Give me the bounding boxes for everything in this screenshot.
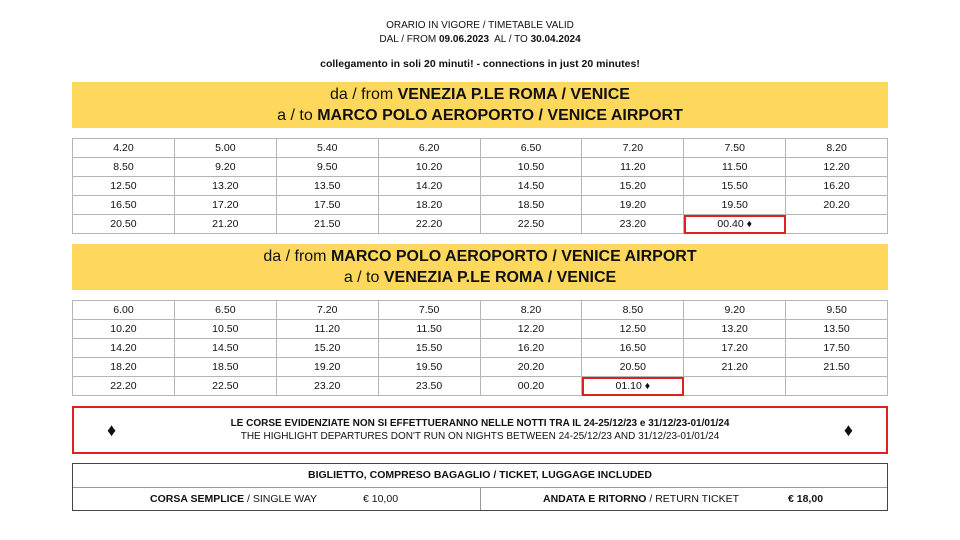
departure-time-cell: 9.20 — [684, 301, 786, 320]
departure-time-cell: 10.20 — [378, 158, 480, 177]
departure-time-cell: 21.50 — [276, 215, 378, 234]
departure-time-cell: 18.50 — [480, 196, 582, 215]
departure-time-cell: 20.20 — [786, 196, 888, 215]
departure-time-cell: 00.40 ♦ — [684, 215, 786, 234]
departure-time-cell: 23.20 — [582, 215, 684, 234]
departure-time-cell: 5.00 — [174, 139, 276, 158]
departure-time-cell: 16.50 — [73, 196, 175, 215]
validity-block — [0, 19, 960, 47]
route1-to-line — [72, 105, 888, 126]
departure-time-cell: 16.20 — [480, 339, 582, 358]
departure-time-cell: 8.20 — [786, 139, 888, 158]
route1-header — [72, 82, 888, 128]
validity-line: ORARIO IN VIGORE / TIMETABLE VALID — [386, 20, 574, 31]
departure-time-cell: 12.50 — [582, 320, 684, 339]
departure-time-cell: 16.50 — [582, 339, 684, 358]
to-prefix: AL / TO — [494, 34, 528, 45]
departure-time-cell: 15.20 — [582, 177, 684, 196]
ticket-heading: BIGLIETTO, COMPRESO BAGAGLIO / TICKET, LUGGAGE INCLUDED — [73, 464, 887, 488]
departure-time-cell: 9.20 — [174, 158, 276, 177]
route1-from-place: VENEZIA P.LE ROMA / VENICE — [397, 86, 630, 103]
departure-time-cell: 6.20 — [378, 139, 480, 158]
departure-time-cell: 6.00 — [73, 301, 175, 320]
departure-time-cell: 11.20 — [582, 158, 684, 177]
departure-time-cell: 18.50 — [174, 358, 276, 377]
departure-time-cell: 15.50 — [378, 339, 480, 358]
departure-time-cell: 17.20 — [684, 339, 786, 358]
from-date: 09.06.2023 — [438, 34, 490, 45]
route2-header — [72, 244, 888, 290]
route1-timetable — [72, 138, 888, 234]
departure-time-cell: 21.20 — [684, 358, 786, 377]
departure-time-cell: 19.50 — [378, 358, 480, 377]
table-row — [73, 377, 888, 396]
departure-time-cell: 19.20 — [582, 196, 684, 215]
departure-time-cell: 18.20 — [73, 358, 175, 377]
return-ticket-it: ANDATA E RITORNO — [543, 493, 647, 505]
single-ticket — [73, 488, 481, 510]
departure-time-cell: 11.50 — [684, 158, 786, 177]
departure-time-cell: 22.20 — [73, 377, 175, 396]
departure-time-cell: 18.20 — [378, 196, 480, 215]
departure-time-cell: 20.50 — [73, 215, 175, 234]
validity-dates — [0, 33, 960, 47]
table-row — [73, 139, 888, 158]
notice-text — [74, 417, 886, 443]
departure-time-cell: 7.20 — [276, 301, 378, 320]
single-ticket-label — [150, 488, 317, 510]
route1-to-place: MARCO POLO AEROPORTO / VENICE AIRPORT — [317, 107, 683, 124]
table-row — [73, 358, 888, 377]
departure-time-cell: 13.20 — [684, 320, 786, 339]
table-row — [73, 215, 888, 234]
departure-time-cell: 6.50 — [174, 301, 276, 320]
departure-time-cell: 14.20 — [378, 177, 480, 196]
departure-time-cell: 17.20 — [174, 196, 276, 215]
table-row — [73, 320, 888, 339]
route2-to-line — [72, 267, 888, 288]
departure-time-cell: 19.50 — [684, 196, 786, 215]
table-row — [73, 158, 888, 177]
notice-english: THE HIGHLIGHT DEPARTURES DON'T RUN ON NIGHTS BETWEEN 24-25/12/23 AND 31/12/23-01/01/24 — [240, 431, 720, 442]
departure-time-cell: 23.20 — [276, 377, 378, 396]
departure-time-cell: 20.50 — [582, 358, 684, 377]
route2-from-line — [72, 246, 888, 267]
departure-time-cell: 8.20 — [480, 301, 582, 320]
single-ticket-price: € 10,00 — [363, 493, 399, 505]
departure-time-cell: 11.20 — [276, 320, 378, 339]
single-ticket-en: / SINGLE WAY — [244, 493, 318, 505]
route1-from-prefix: da / from — [330, 86, 394, 103]
departure-time-cell: 15.50 — [684, 177, 786, 196]
empty-cell — [684, 377, 786, 396]
connection-subtitle: collegamento in soli 20 minuti! - connections in just 20 minutes! — [320, 58, 640, 70]
route2-to-place: VENEZIA P.LE ROMA / VENICE — [383, 269, 617, 286]
table-row — [73, 301, 888, 320]
departure-time-cell: 7.20 — [582, 139, 684, 158]
holiday-notice — [72, 406, 888, 454]
departure-time-cell: 17.50 — [786, 339, 888, 358]
departure-time-cell: 15.20 — [276, 339, 378, 358]
departure-time-cell: 16.20 — [786, 177, 888, 196]
departure-time-cell: 9.50 — [786, 301, 888, 320]
departure-time-cell: 5.40 — [276, 139, 378, 158]
departure-time-cell: 4.20 — [73, 139, 175, 158]
ticket-box — [72, 463, 888, 511]
departure-time-cell: 12.20 — [786, 158, 888, 177]
return-ticket — [481, 488, 889, 510]
departure-time-cell: 7.50 — [378, 301, 480, 320]
notice-italian: LE CORSE EVIDENZIATE NON SI EFFETTUERANNO NELLE NOTTI TRA IL 24-25/12/23 e 31/12/23-01/01/24 — [230, 418, 730, 429]
table-row — [73, 339, 888, 358]
departure-time-cell: 17.50 — [276, 196, 378, 215]
departure-time-cell: 01.10 ♦ — [582, 377, 684, 396]
departure-time-cell: 20.20 — [480, 358, 582, 377]
departure-time-cell: 13.50 — [276, 177, 378, 196]
empty-cell — [786, 377, 888, 396]
departure-time-cell: 12.20 — [480, 320, 582, 339]
departure-time-cell: 19.20 — [276, 358, 378, 377]
route1-from-line — [72, 84, 888, 105]
route1-to-prefix: a / to — [277, 107, 313, 124]
departure-time-cell: 00.20 — [480, 377, 582, 396]
departure-time-cell: 10.50 — [174, 320, 276, 339]
departure-time-cell: 14.20 — [73, 339, 175, 358]
table-row — [73, 196, 888, 215]
departure-time-cell: 21.50 — [786, 358, 888, 377]
empty-cell — [786, 215, 888, 234]
departure-time-cell: 7.50 — [684, 139, 786, 158]
single-ticket-it: CORSA SEMPLICE — [150, 493, 245, 505]
departure-time-cell: 22.50 — [174, 377, 276, 396]
departure-time-cell: 6.50 — [480, 139, 582, 158]
from-prefix: DAL / FROM — [379, 34, 437, 45]
departure-time-cell: 13.50 — [786, 320, 888, 339]
departure-time-cell: 22.50 — [480, 215, 582, 234]
departure-time-cell: 14.50 — [174, 339, 276, 358]
diamond-icon: ♦ — [107, 420, 117, 440]
departure-time-cell: 9.50 — [276, 158, 378, 177]
diamond-icon: ♦ — [843, 420, 853, 440]
departure-time-cell: 13.20 — [174, 177, 276, 196]
return-ticket-price: € 18,00 — [788, 493, 824, 505]
departure-time-cell: 22.20 — [378, 215, 480, 234]
departure-time-cell: 21.20 — [174, 215, 276, 234]
departure-time-cell: 12.50 — [73, 177, 175, 196]
return-ticket-en: / RETURN TICKET — [646, 493, 740, 505]
route2-from-prefix: da / from — [263, 248, 327, 265]
departure-time-cell: 8.50 — [582, 301, 684, 320]
departure-time-cell: 10.50 — [480, 158, 582, 177]
return-ticket-label — [543, 488, 739, 510]
to-date: 30.04.2024 — [530, 34, 581, 45]
departure-time-cell: 11.50 — [378, 320, 480, 339]
table-row — [73, 177, 888, 196]
departure-time-cell: 14.50 — [480, 177, 582, 196]
route2-from-place: MARCO POLO AEROPORTO / VENICE AIRPORT — [330, 248, 697, 265]
departure-time-cell: 10.20 — [73, 320, 175, 339]
route2-to-prefix: a / to — [343, 269, 380, 286]
departure-time-cell: 8.50 — [73, 158, 175, 177]
departure-time-cell: 23.50 — [378, 377, 480, 396]
route2-timetable — [72, 300, 888, 396]
